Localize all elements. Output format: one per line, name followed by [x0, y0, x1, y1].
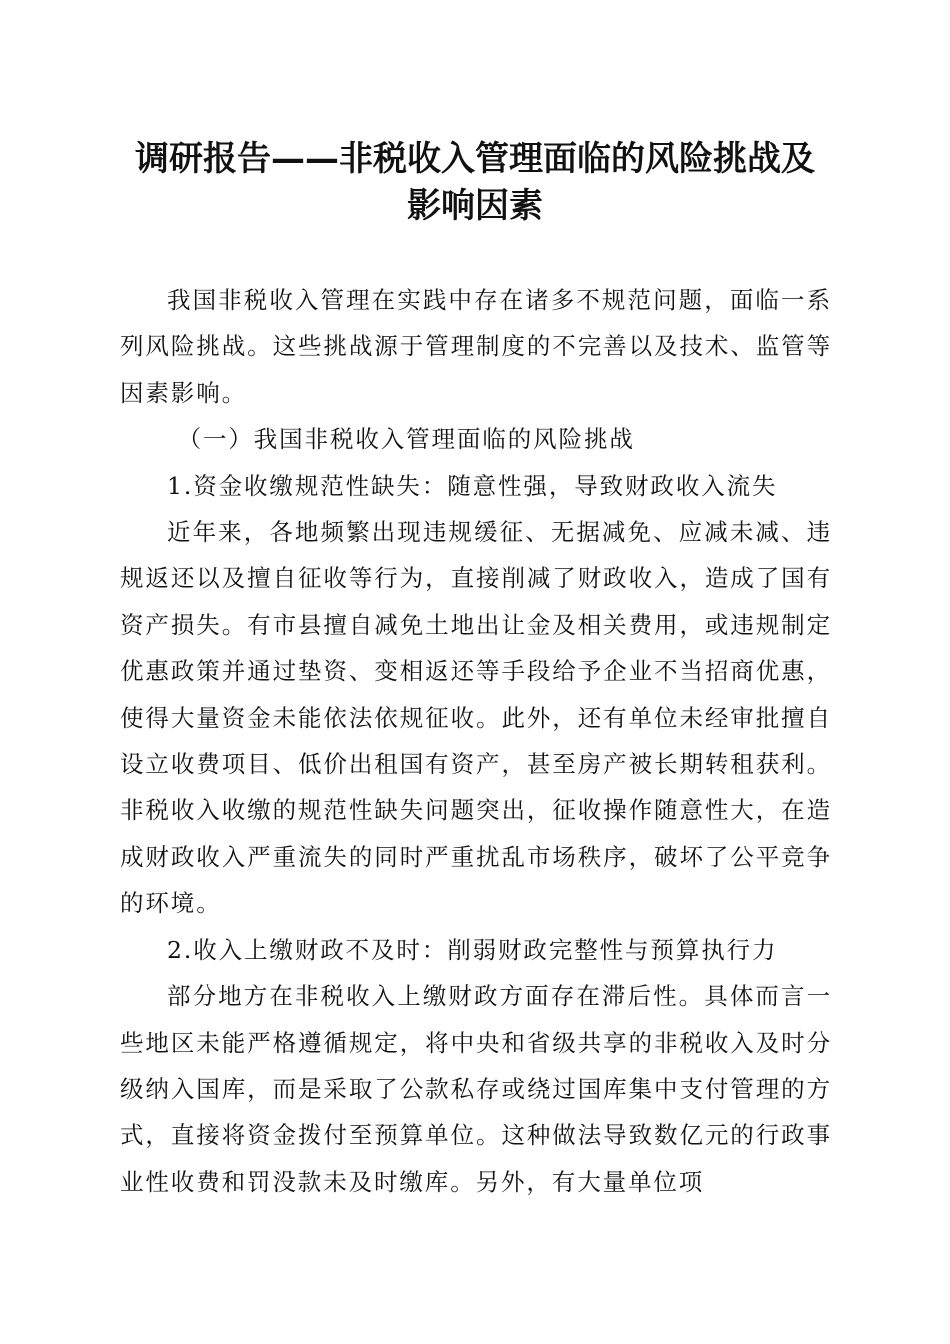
subheading-2: 2.收入上缴财政不及时：削弱财政完整性与预算执行力: [167, 935, 778, 964]
section-heading-1: （一）我国非税收入管理面临的风险挑战: [177, 425, 635, 454]
document-title-line-2: 影响因素: [407, 186, 543, 226]
intro-paragraph: 我国非税收入管理在实践中存在诸多不规范问题，面临一系列风险挑战。这些挑战源于管理制度的不完善以及技术、监管等因素影响。: [120, 286, 832, 407]
body-paragraph-1: 近年来，各地频繁出现违规缓征、无据减免、应减未减、违规返还以及擅自征收等行为，直接削减了财政收入，造成了国有资产损失。有市县擅自减免土地出让金及相关费用，或违规制定优惠政策并通过垫资、变相返还等手段给予企业不当招商优惠，使得大量资金未能依法依规征收。此外，还有单位未经审批擅自设立收费项目、低价出租国有资产，甚至房产被长期转租获利。非税收入收缴的规范性缺失问题突出，征收操作随意性大，在造成财政收入严重流失的同时严重扰乱市场秩序，破坏了公平竞争的环境。: [120, 518, 832, 918]
document-title-line-1: 调研报告——非税收入管理面临的风险挑战及: [135, 139, 815, 179]
subheading-1: 1.资金收缴规范性缺失：随意性强，导致财政收入流失: [167, 471, 778, 500]
body-paragraph-2: 部分地方在非税收入上缴财政方面存在滞后性。具体而言一些地区未能严格遵循规定，将中央和省级共享的非税收入及时分级纳入国库，而是采取了公款私存或绕过国库集中支付管理的方式，直接将资金拨付至预算单位。这种做法导致数亿元的行政事业性收费和罚没款未及时缴库。另外，有大量单位项: [120, 982, 832, 1196]
document-body: [120, 277, 832, 1205]
